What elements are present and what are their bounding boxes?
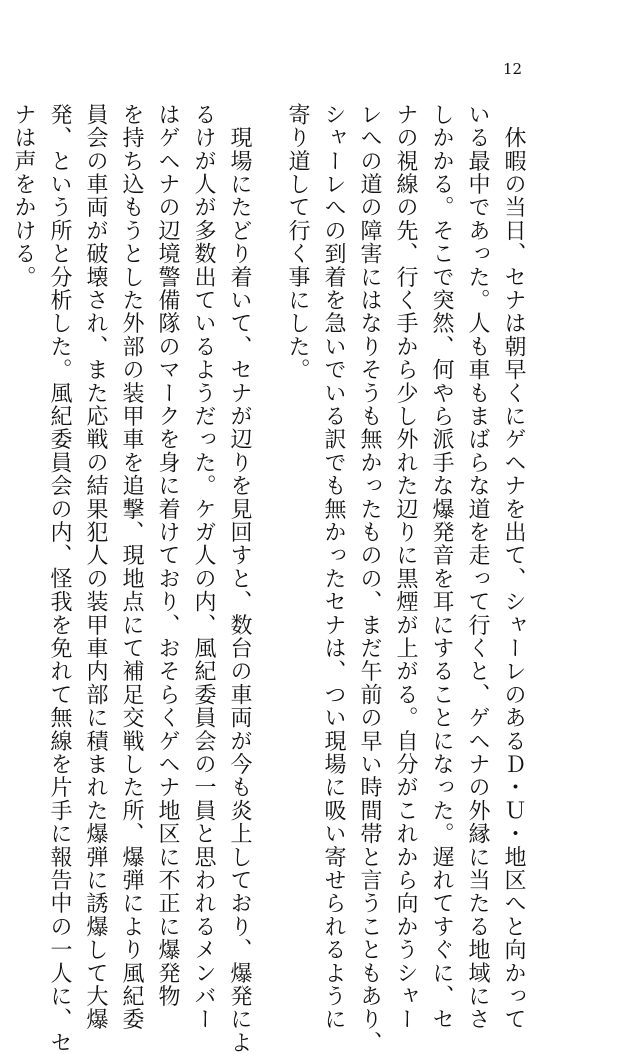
- text-line: ナは声をかける。: [11, 103, 36, 289]
- text-line: 発、という所と分析した。風紀委員会の内、怪我を免れて無線を片手に報告中の一人に、セ: [47, 103, 72, 1054]
- text-line: 現場にたどり着いて、セナが辺りを見回すと、数台の車両が今も炎上しており、爆発によ: [227, 103, 252, 1054]
- text-line: いる最中であった。人も車もまばらな道を走って行くと、ゲヘナの外縁に当たる地域にさ: [465, 103, 490, 1031]
- text-line: 員会の車両が破壊され、また応戦の結果犯人の装甲車内部に積まれた爆弾に誘爆して大爆: [83, 103, 108, 1031]
- text-line: るけが人が多数出ているようだった。ケガ人の内、風紀委員会の一員と思われるメンバー: [191, 103, 216, 1031]
- text-line: 寄り道して行く事にした。: [285, 103, 310, 382]
- text-line: シャーレへの到着を急いでいる訳でも無かったセナは、つい現場に吸い寄せられるように: [321, 103, 346, 1031]
- text-line: ナの視線の先、行く手から少し外れた辺りに黒煙が上がる。自分がこれから向かうシャー: [393, 103, 418, 1031]
- text-line: はゲヘナの辺境警備隊のマークを身に着けており、おそらくゲヘナ地区に不正に爆発物: [155, 103, 180, 1008]
- body-text: [5, 103, 531, 1054]
- text-line: 休暇の当日、セナは朝早くにゲヘナを出て、シャーレのあるＤ・Ｕ・地区へと向かって: [501, 103, 526, 1031]
- paragraph-gap: [257, 103, 279, 793]
- page-number: 12: [503, 60, 523, 78]
- text-line: しかかる。そこで突然、何やら派手な爆発音を耳にすることになった。遅れてすぐに、セ: [429, 103, 454, 1031]
- text-line: を持ち込もうとした外部の装甲車を追撃、現地点にて補足交戦した所、爆弾により風紀委: [119, 103, 144, 1031]
- text-line: レへの道の障害にはなりそうも無かったものの、まだ午前の早い時間帯と言うこともあり、: [357, 103, 382, 1054]
